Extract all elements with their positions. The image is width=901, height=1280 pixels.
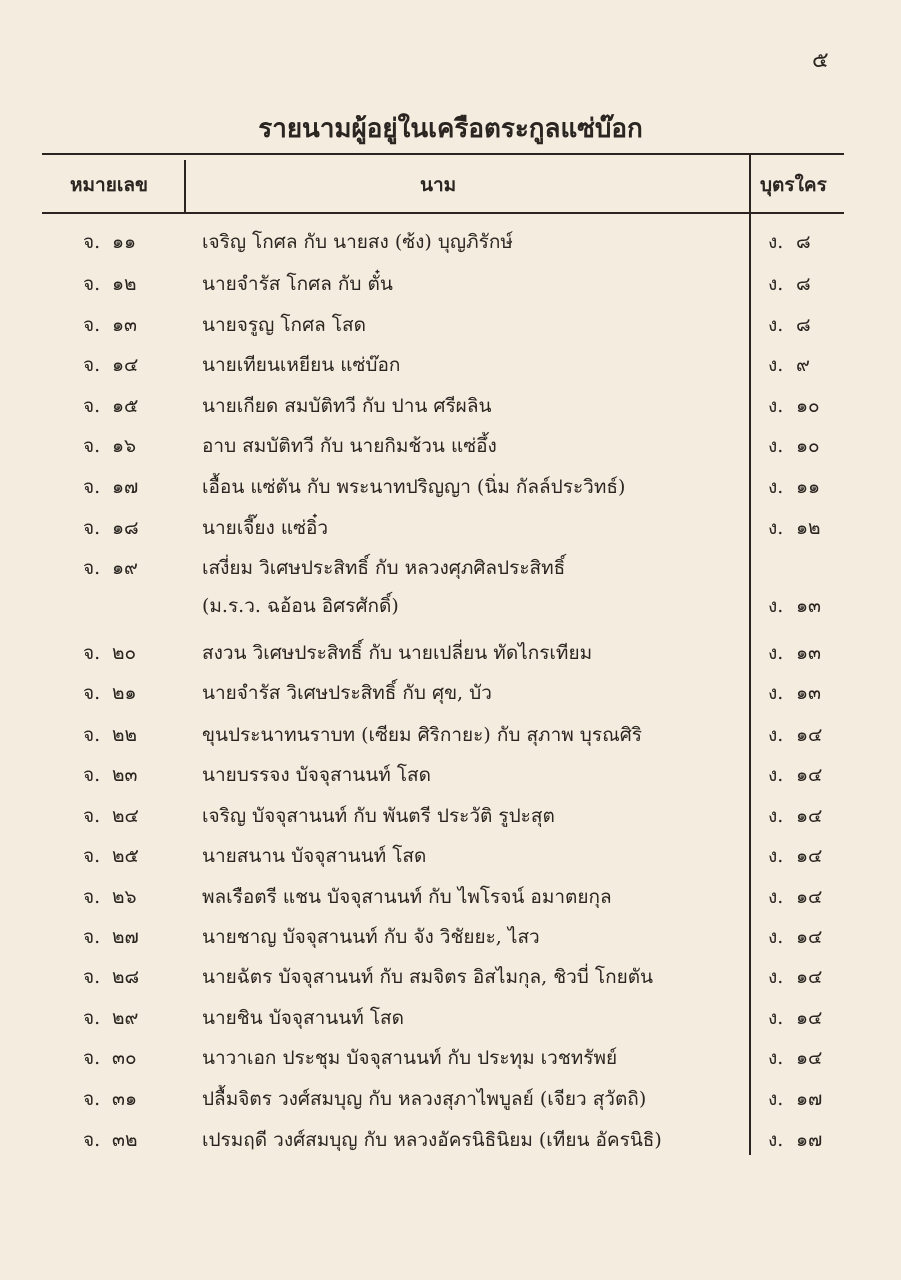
row-parent-number: ๘ [796,314,811,336]
row-prefix: จ. [83,682,101,704]
row-parent-number: ๑๐ [796,435,820,457]
row-number: ๑๔ [112,354,139,376]
row-name: นายฉัตร บัจจุสานนท์ กับ สมจิตร อิสไมกุล, ชิวบี่ โกยตัน [202,966,654,988]
row-prefix: จ. [83,1129,101,1151]
row-number: ๒๓ [112,764,138,786]
row-prefix: จ. [83,805,101,827]
row-parent-number: ๑๔ [796,1047,823,1069]
row-prefix: จ. [83,314,101,336]
row-name: นายจรูญ โกศล โสด [202,314,366,336]
row-parent-prefix: ง. [768,1047,784,1069]
row-prefix: จ. [83,1088,101,1110]
row-number: ๑๗ [112,476,139,498]
row-parent-number: ๑๔ [796,764,823,786]
row-parent-number: ๑๑ [796,476,821,498]
row-parent-number: ๑๔ [796,805,823,827]
row-parent-number: ๑๓ [796,642,822,664]
row-prefix: จ. [83,966,101,988]
row-parent-number: ๑๓ [796,682,822,704]
row-number: ๒๖ [112,886,137,908]
row-prefix: จ. [83,517,101,539]
row-name: นายบรรจง บัจจุสานนท์ โสด [202,764,431,786]
row-prefix: จ. [83,764,101,786]
row-number: ๑๓ [112,314,138,336]
row-prefix: จ. [83,395,101,417]
row-name: ขุนประนาทนราบท (เซียม ศิริกายะ) กับ สุภาพ บุรณศิริ [202,724,642,746]
row-prefix: จ. [83,642,101,664]
row-parent-prefix: ง. [768,682,784,704]
row-parent-prefix: ง. [768,1088,784,1110]
row-parent-prefix: ง. [768,517,784,539]
header-id: หมายเลข [70,174,148,196]
row-number: ๓๒ [112,1129,138,1151]
row-prefix: จ. [83,845,101,867]
row-name: พลเรือตรี แชน บัจจุสานนท์ กับ ไพโรจน์ อมาตยกุล [202,886,612,908]
row-name: นาวาเอก ประชุม บัจจุสานนท์ กับ ประทุม เวชทรัพย์ [202,1047,618,1069]
row-parent-number: ๑๐ [796,395,820,417]
row-parent-prefix: ง. [768,231,784,253]
row-number: ๑๘ [112,517,139,539]
table-top-rule [42,153,844,155]
row-parent-number: ๑๔ [796,926,823,948]
row-name: นายเจี๊ยง แซ่อิ๋ว [202,517,329,539]
table-header-rule [42,212,844,214]
row-parent-prefix: ง. [768,966,784,988]
row-parent-number: ๑๔ [796,724,823,746]
row-parent-prefix: ง. [768,642,784,664]
row-number: ๒๙ [112,1007,139,1029]
row-number: ๒๑ [112,682,137,704]
row-name: นายจำรัส วิเศษประสิทธิ์ กับ ศุข, บัว [202,682,492,704]
row-number: ๒๔ [112,805,139,827]
row-parent-number: ๘ [796,231,811,253]
row-parent-prefix: ง. [768,476,784,498]
row-number: ๒๒ [112,724,138,746]
row-number: ๑๒ [112,273,137,295]
row-number: ๒๗ [112,926,139,948]
row-number: ๑๖ [112,435,137,457]
row-parent-number: ๑๔ [796,845,823,867]
row-prefix: จ. [83,926,101,948]
row-name: นายจำรัส โกศล กับ ตั๋น [202,273,393,295]
row-parent-number: ๑๗ [796,1129,823,1151]
row-name: นายเทียนเหยียน แซ่บ๊อก [202,354,401,376]
row-parent-prefix: ง. [768,926,784,948]
row-parent-prefix: ง. [768,354,784,376]
row-name: เจริญ บัจจุสานนท์ กับ พันตรี ประวัติ รูปะสุต [202,805,555,827]
header-name: นาม [420,174,457,196]
row-parent-number: ๑๓ [796,595,822,617]
row-name: สงวน วิเศษประสิทธิ์ กับ นายเปลี่ยน ทัดไกรเทียม [202,642,593,664]
row-number: ๑๙ [112,557,138,579]
row-number: ๒๕ [112,845,139,867]
row-parent-prefix: ง. [768,395,784,417]
row-parent-number: ๘ [796,273,811,295]
header-parent: บุตรใคร [760,174,827,196]
row-name: นายเกียด สมบัติทวี กับ ปาน ศรีผลิน [202,395,492,417]
row-parent-prefix: ง. [768,886,784,908]
row-prefix: จ. [83,476,101,498]
page-title: รายนามผู้อยู่ในเครือตระกูลแซ่บ๊อก [258,114,643,144]
row-number: ๒๐ [112,642,137,664]
row-parent-number: ๑๗ [796,1088,823,1110]
row-parent-prefix: ง. [768,724,784,746]
row-name: นายชิน บัจจุสานนท์ โสด [202,1007,404,1029]
row-number: ๓๐ [112,1047,137,1069]
row-prefix: จ. [83,1007,101,1029]
row-parent-number: ๑๔ [796,966,823,988]
column-divider-right [749,153,751,1155]
row-number: ๓๑ [112,1088,138,1110]
row-name: นายชาญ บัจจุสานนท์ กับ จัง วิชัยยะ, ไสว [202,926,540,948]
row-parent-number: ๙ [796,354,810,376]
row-parent-number: ๑๔ [796,886,823,908]
row-name: ปลื้มจิตร วงศ์สมบุญ กับ หลวงสุภาไพบูลย์ (เจียว สุวัตถิ) [202,1088,647,1110]
row-parent-prefix: ง. [768,1007,784,1029]
row-parent-prefix: ง. [768,435,784,457]
row-parent-prefix: ง. [768,1129,784,1151]
row-parent-prefix: ง. [768,845,784,867]
row-prefix: จ. [83,231,101,253]
row-prefix: จ. [83,1047,101,1069]
page-number: ๕ [812,48,829,73]
row-number: ๒๘ [112,966,140,988]
row-prefix: จ. [83,724,101,746]
row-name: เปรมฤดี วงศ์สมบุญ กับ หลวงอัครนิธินิยม (เทียน อัครนิธิ) [202,1129,662,1151]
row-name-continued: (ม.ร.ว. ฉอ้อน อิศรศักดิ์) [202,595,399,617]
row-parent-number: ๑๒ [796,517,821,539]
row-prefix: จ. [83,557,101,579]
row-prefix: จ. [83,354,101,376]
row-prefix: จ. [83,435,101,457]
row-number: ๑๑ [112,231,137,253]
row-number: ๑๕ [112,395,139,417]
row-name: เจริญ โกศล กับ นายสง (ซ้ง) บุญภิรักษ์ [202,231,513,253]
row-parent-prefix: ง. [768,805,784,827]
row-name: นายสนาน บัจจุสานนท์ โสด [202,845,427,867]
row-prefix: จ. [83,273,101,295]
row-prefix: จ. [83,886,101,908]
row-parent-prefix: ง. [768,595,784,617]
table-header [0,170,901,200]
row-parent-number: ๑๔ [796,1007,823,1029]
row-parent-prefix: ง. [768,314,784,336]
row-parent-prefix: ง. [768,273,784,295]
row-name: เสงี่ยม วิเศษประสิทธิ์ กับ หลวงศุภศิลประสิทธิ์ [202,557,566,579]
row-name: เอื้อน แซ่ตัน กับ พระนาทปริญญา (นิ่ม กัลล์ประวิทธ์) [202,476,626,498]
row-name: อาบ สมบัติทวี กับ นายกิมช้วน แซ่อึ้ง [202,435,497,457]
row-parent-prefix: ง. [768,764,784,786]
